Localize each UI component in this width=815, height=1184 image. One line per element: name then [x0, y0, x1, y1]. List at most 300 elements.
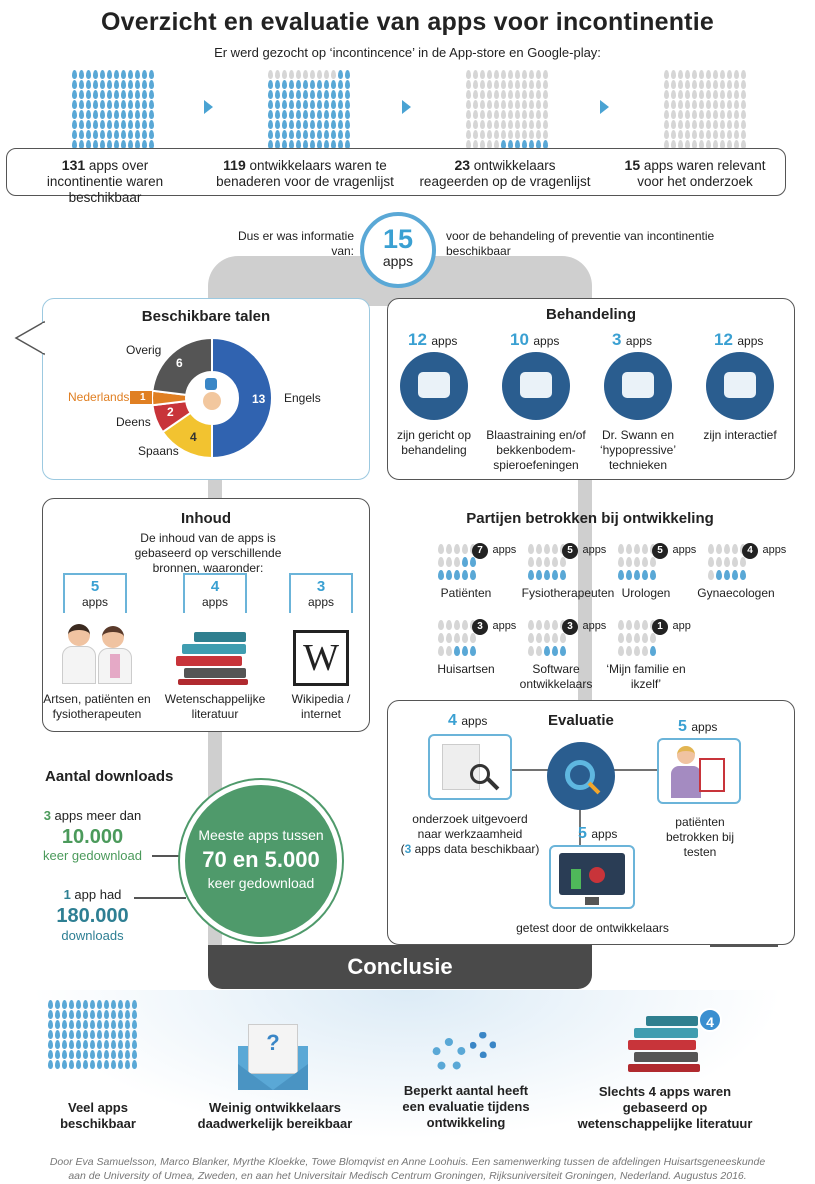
drop-icon [114, 70, 119, 79]
drop-icon [508, 110, 513, 119]
drop-icon [111, 1020, 116, 1029]
drop-icon [713, 80, 718, 89]
drop-icon [62, 1030, 67, 1039]
cursor-click-icon [706, 352, 774, 420]
drop-icon [93, 90, 98, 99]
drop-icon [671, 90, 676, 99]
source-label-doctors: Artsen, patiënten en fysiotherapeuten [43, 692, 151, 721]
drop-icon [111, 1000, 116, 1009]
drop-icon [142, 130, 147, 139]
drop-icon [79, 90, 84, 99]
drop-icon [48, 1000, 53, 1009]
drop-icon [100, 90, 105, 99]
drop-icon [296, 100, 301, 109]
drop-icon [720, 100, 725, 109]
slice-value-nederlands: 1 [140, 392, 146, 403]
drop-icon [310, 100, 315, 109]
drop-icon [62, 1020, 67, 1029]
drop-icon [536, 570, 542, 580]
drop-icon [282, 110, 287, 119]
drop-icon [470, 557, 476, 567]
drops-grid [528, 544, 566, 580]
drop-icon [317, 130, 322, 139]
drops-grid [438, 620, 476, 656]
drop-icon [289, 120, 294, 129]
drop-icon [462, 557, 468, 567]
drop-icon [454, 544, 460, 554]
drop-icon [501, 100, 506, 109]
drop-icon [462, 633, 468, 643]
drop-icon [125, 1010, 130, 1019]
drop-icon [716, 544, 722, 554]
drop-icon [142, 110, 147, 119]
drop-icon [268, 130, 273, 139]
divider-line [710, 945, 778, 947]
drop-icon [454, 633, 460, 643]
drop-icon [454, 646, 460, 656]
downloads-b-big: 180.000 [56, 905, 129, 927]
drop-icon [90, 1020, 95, 1029]
drop-icon [678, 70, 683, 79]
drop-icon [692, 90, 697, 99]
drop-icon [90, 1030, 95, 1039]
arrow-right-icon [402, 100, 411, 114]
drop-icon [692, 100, 697, 109]
drop-icon [135, 120, 140, 129]
drop-icon [466, 70, 471, 79]
evaluatie-right-label: patiënten betrokken bij testen [665, 815, 735, 859]
drop-icon [69, 1030, 74, 1039]
drop-icon [438, 570, 444, 580]
drop-icon [642, 570, 648, 580]
drop-icon [508, 120, 513, 129]
lang-label-overig: Overig [126, 343, 162, 357]
drop-icon [543, 130, 548, 139]
drop-icon [626, 544, 632, 554]
drop-icon [685, 80, 690, 89]
behandeling-label: Dr. Swann en ‘hypopressive’ technieken [599, 428, 677, 472]
drop-icon [135, 100, 140, 109]
drop-icon [552, 557, 558, 567]
drop-icon [93, 110, 98, 119]
drop-icon [438, 646, 444, 656]
drop-icon [466, 110, 471, 119]
drop-icon [121, 80, 126, 89]
drop-icon [118, 1020, 123, 1029]
lang-label-engels: Engels [284, 391, 321, 405]
drop-icon [331, 70, 336, 79]
drop-icon [83, 1000, 88, 1009]
drop-icon [76, 1010, 81, 1019]
source-label-books: Wetenschappelijke literatuur [164, 692, 266, 721]
drop-icon [338, 80, 343, 89]
drop-icon [626, 570, 632, 580]
drop-icon [741, 120, 746, 129]
drop-icon [107, 130, 112, 139]
drop-icon [282, 70, 287, 79]
drop-icon [536, 646, 542, 656]
drop-icon [462, 544, 468, 554]
drop-icon [724, 544, 730, 554]
drop-icon [121, 90, 126, 99]
drop-icon [536, 110, 541, 119]
drop-icon [501, 80, 506, 89]
drop-icon [324, 110, 329, 119]
drop-icon [642, 620, 648, 630]
drop-icon [275, 130, 280, 139]
drop-icon [317, 120, 322, 129]
drop-icon [121, 100, 126, 109]
drop-icon [72, 120, 77, 129]
partij-count: 3 apps [472, 616, 516, 635]
drop-icon [741, 100, 746, 109]
drop-icon [97, 1050, 102, 1059]
drop-icon [678, 130, 683, 139]
drop-icon [72, 110, 77, 119]
drops-grid-23 [466, 70, 548, 159]
partij-label: Gynaecologen [697, 586, 775, 600]
drop-icon [135, 70, 140, 79]
funnel-stat-1: 131 apps over incontinentie waren beschikbaar [46, 157, 164, 205]
baby-drop-icon [191, 377, 233, 419]
drop-icon [62, 1050, 67, 1059]
drop-icon [626, 620, 632, 630]
drop-icon [741, 70, 746, 79]
drop-icon [111, 1060, 116, 1069]
drop-icon [310, 130, 315, 139]
drop-icon [664, 110, 669, 119]
drop-icon [76, 1020, 81, 1029]
drop-icon [543, 120, 548, 129]
drop-icon [706, 110, 711, 119]
drop-icon [529, 100, 534, 109]
downloads-a-line: 3 apps meer dan [43, 808, 142, 823]
drop-icon [708, 570, 714, 580]
drop-icon [446, 557, 452, 567]
drop-icon [86, 80, 91, 89]
drop-icon [529, 130, 534, 139]
drop-icon [446, 544, 452, 554]
first-aid-kit-icon [400, 352, 468, 420]
drop-icon [501, 110, 506, 119]
drop-icon [732, 557, 738, 567]
behandeling-label: Blaastraining en/of bekkenbodem-spieroefeningen [486, 428, 586, 472]
inhoud-title: Inhoud [181, 510, 231, 527]
drop-icon [114, 90, 119, 99]
drop-icon [536, 100, 541, 109]
drop-icon [543, 80, 548, 89]
partij-label: ‘Mijn familie en ikzelf’ [606, 662, 686, 691]
drop-icon [438, 557, 444, 567]
drop-icon [100, 100, 105, 109]
drop-icon [107, 80, 112, 89]
drop-icon [544, 557, 550, 567]
drop-icon [303, 110, 308, 119]
drop-icon [93, 100, 98, 109]
drop-icon [338, 110, 343, 119]
drop-icon [727, 80, 732, 89]
books-icon [176, 632, 254, 686]
drop-icon [529, 120, 534, 129]
drop-icon [462, 620, 468, 630]
drop-icon [734, 70, 739, 79]
drop-icon [522, 100, 527, 109]
drop-icon [97, 1040, 102, 1049]
drop-icon [713, 130, 718, 139]
drop-icon [345, 120, 350, 129]
drop-icon [706, 90, 711, 99]
drop-icon [268, 80, 273, 89]
drop-icon [473, 80, 478, 89]
drop-icon [338, 130, 343, 139]
drop-icon [317, 80, 322, 89]
drop-icon [664, 90, 669, 99]
evaluatie-bottom-count: 5 apps [578, 825, 618, 842]
drop-icon [480, 110, 485, 119]
behandeling-count: 12 apps [714, 330, 764, 349]
drop-icon [310, 120, 315, 129]
drop-icon [470, 570, 476, 580]
drop-icon [62, 1010, 67, 1019]
drop-icon [618, 544, 624, 554]
drop-icon [529, 80, 534, 89]
drop-icon [121, 70, 126, 79]
drop-icon [149, 90, 154, 99]
drop-icon [72, 130, 77, 139]
drop-icon [528, 620, 534, 630]
drop-icon [487, 120, 492, 129]
source-label-wikipedia: Wikipedia / internet [291, 692, 351, 721]
drop-icon [438, 544, 444, 554]
drop-icon [473, 70, 478, 79]
drop-icon [560, 557, 566, 567]
drop-icon [487, 130, 492, 139]
drop-icon [62, 1040, 67, 1049]
drop-icon [727, 110, 732, 119]
drop-icon [104, 1010, 109, 1019]
drop-icon [324, 80, 329, 89]
drop-icon [494, 130, 499, 139]
doctors-icon [62, 624, 142, 686]
slice-value-deens: 2 [167, 405, 174, 419]
drop-icon [470, 646, 476, 656]
drop-icon [536, 80, 541, 89]
drop-icon [508, 100, 513, 109]
drop-icon [544, 570, 550, 580]
drop-icon [83, 1060, 88, 1069]
drop-icon [671, 120, 676, 129]
drop-icon [618, 646, 624, 656]
drop-icon [128, 120, 133, 129]
drop-icon [86, 100, 91, 109]
drop-icon [650, 557, 656, 567]
drop-icon [48, 1010, 53, 1019]
drop-icon [289, 130, 294, 139]
drop-icon [118, 1030, 123, 1039]
drop-icon [317, 100, 322, 109]
drop-icon [149, 70, 154, 79]
drop-icon [128, 100, 133, 109]
drop-icon [544, 620, 550, 630]
arrow-right-icon [600, 100, 609, 114]
drop-icon [642, 557, 648, 567]
drop-icon [331, 100, 336, 109]
connector-line [134, 897, 186, 899]
drop-icon [76, 1030, 81, 1039]
drop-icon [634, 544, 640, 554]
drop-icon [100, 110, 105, 119]
behandeling-count: 10 apps [510, 330, 560, 349]
drop-icon [111, 1050, 116, 1059]
drop-icon [104, 1020, 109, 1029]
drop-icon [142, 90, 147, 99]
drop-icon [135, 80, 140, 89]
drop-icon [494, 110, 499, 119]
drop-icon [317, 110, 322, 119]
drop-icon [128, 130, 133, 139]
drop-icon [289, 80, 294, 89]
partij-count: 1 app [652, 616, 691, 635]
drops-grid-119 [268, 70, 350, 159]
gear-magnifier-icon [547, 742, 615, 810]
drop-icon [76, 1060, 81, 1069]
drop-icon [473, 100, 478, 109]
drop-icon [111, 1010, 116, 1019]
drop-icon [664, 80, 669, 89]
drop-icon [79, 110, 84, 119]
conclusie-title: Conclusie [208, 945, 592, 989]
drop-icon [125, 1060, 130, 1069]
drop-icon [508, 90, 513, 99]
drop-icon [118, 1060, 123, 1069]
drop-icon [303, 130, 308, 139]
drop-icon [544, 633, 550, 643]
drop-icon [331, 120, 336, 129]
drop-icon [473, 130, 478, 139]
drop-icon [142, 120, 147, 129]
drop-icon [128, 80, 133, 89]
drop-icon [118, 1040, 123, 1049]
gears-icon [430, 1026, 502, 1082]
drop-icon [317, 70, 322, 79]
drop-icon [664, 120, 669, 129]
slice-value-engels: 13 [252, 392, 266, 406]
drop-icon [289, 100, 294, 109]
conclusie-label-3: Beperkt aantal heeft een evaluatie tijdens ontwikkeling [402, 1083, 530, 1130]
drop-icon [713, 100, 718, 109]
drop-icon [727, 130, 732, 139]
drops-grid-15 [664, 70, 746, 159]
partij-count: 3 apps [562, 616, 606, 635]
drop-icon [114, 80, 119, 89]
drop-icon [338, 100, 343, 109]
partij-count: 5 apps [562, 540, 606, 559]
lang-label-nederlands: Nederlands [68, 390, 130, 404]
drop-icon [522, 90, 527, 99]
evaluatie-right-count: 5 apps [678, 718, 718, 735]
drop-icon [734, 120, 739, 129]
drop-icon [331, 90, 336, 99]
drop-icon [642, 633, 648, 643]
drops-grid [438, 544, 476, 580]
conclusie-label-4: Slechts 4 apps waren gebaseerd op wetenschappelijke literatuur [577, 1084, 753, 1131]
drop-icon [685, 100, 690, 109]
drop-icon [86, 130, 91, 139]
drop-icon [699, 100, 704, 109]
downloads-b-tail: downloads [61, 928, 124, 943]
drop-icon [466, 80, 471, 89]
drop-icon [494, 70, 499, 79]
drop-icon [536, 620, 542, 630]
drop-icon [69, 1060, 74, 1069]
drop-icon [544, 646, 550, 656]
drop-icon [713, 70, 718, 79]
drop-icon [97, 1020, 102, 1029]
drop-icon [466, 130, 471, 139]
drop-icon [76, 1040, 81, 1049]
source-box-wikipedia: 3 apps [289, 573, 353, 613]
drop-icon [104, 1050, 109, 1059]
drop-icon [446, 570, 452, 580]
drop-icon [69, 1010, 74, 1019]
drop-icon [543, 90, 548, 99]
drops-grid [618, 544, 656, 580]
drop-icon [473, 110, 478, 119]
drop-icon [275, 110, 280, 119]
drop-icon [296, 70, 301, 79]
drop-icon [529, 70, 534, 79]
drop-icon [480, 90, 485, 99]
drop-icon [634, 646, 640, 656]
drop-icon [466, 100, 471, 109]
drop-icon [48, 1060, 53, 1069]
drop-icon [128, 70, 133, 79]
drop-icon [100, 130, 105, 139]
page-title: Overzicht en evaluatie van apps voor incontinentie [101, 8, 714, 36]
drop-icon [142, 70, 147, 79]
drop-icon [86, 120, 91, 129]
drop-icon [331, 130, 336, 139]
drop-icon [522, 130, 527, 139]
drop-icon [345, 70, 350, 79]
drop-icon [727, 90, 732, 99]
conclusie-label-2: Weinig ontwikkelaars daadwerkelijk bereikbaar [197, 1100, 353, 1131]
drop-icon [720, 120, 725, 129]
drop-icon [55, 1030, 60, 1039]
drop-icon [536, 544, 542, 554]
apps-badge-unit: apps [382, 253, 414, 269]
drop-icon [494, 120, 499, 129]
drop-icon [552, 620, 558, 630]
drop-icon [55, 1050, 60, 1059]
drop-icon [536, 70, 541, 79]
drop-icon [543, 100, 548, 109]
behandeling-label: zijn gericht op behandeling [396, 428, 472, 457]
drop-icon [69, 1040, 74, 1049]
drop-icon [650, 646, 656, 656]
drop-icon [454, 570, 460, 580]
drop-icon [536, 120, 541, 129]
lang-label-deens: Deens [116, 415, 151, 429]
drop-icon [345, 130, 350, 139]
downloads-a-big: 10.000 [61, 826, 124, 848]
drop-icon [303, 80, 308, 89]
drop-icon [664, 100, 669, 109]
drop-icon [692, 110, 697, 119]
drop-icon [310, 70, 315, 79]
drop-icon [275, 120, 280, 129]
partijen-title: Partijen betrokken bij ontwikkeling [466, 510, 714, 527]
